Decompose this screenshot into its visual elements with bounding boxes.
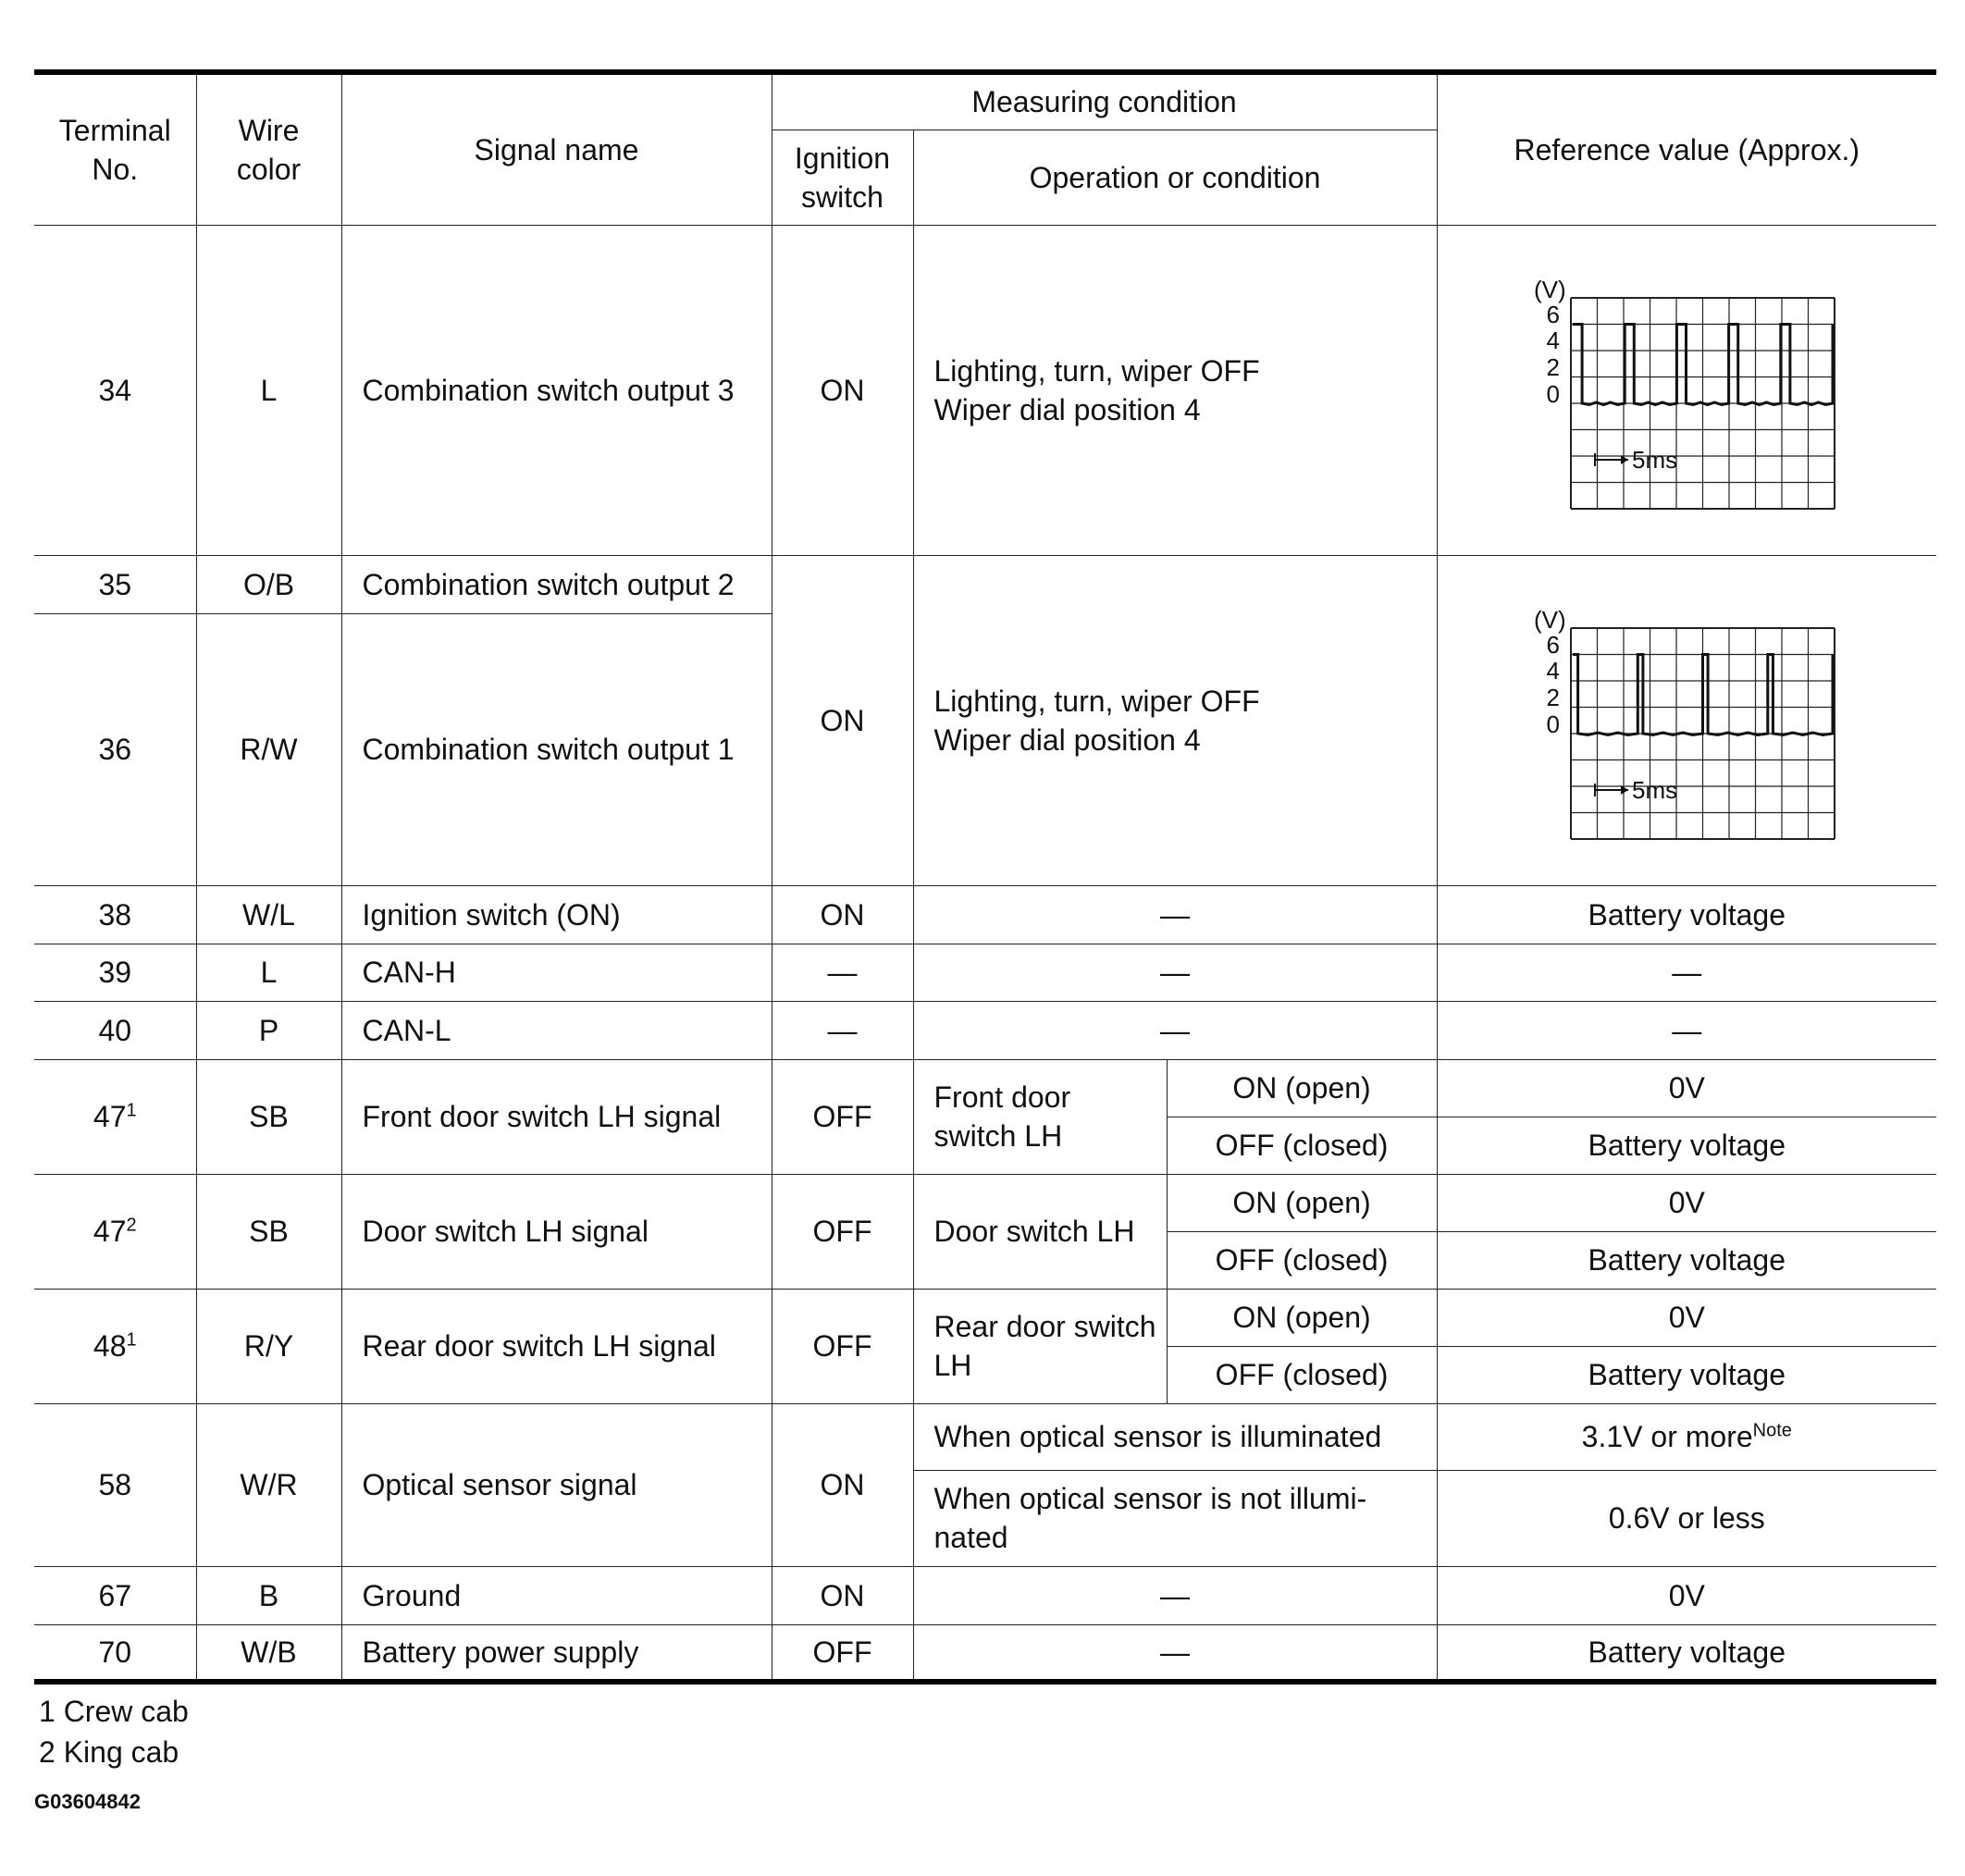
reference-value-cell: 0.6V or less [1437,1470,1936,1566]
waveform-unit-label: (V) [1534,275,1566,303]
reference-value-cell: — [1437,1001,1936,1059]
operation-cell: Rear door switch LH [913,1289,1167,1403]
wire-color-cell: R/Y [196,1289,341,1403]
terminal-cell: 58 [34,1403,196,1566]
reference-value-cell: 3.1V or more$^{Note}$ [1437,1403,1936,1470]
condition-cell: When optical sensor is not illumi-nated [913,1470,1437,1566]
waveform-trace [1573,654,1833,734]
condition-cell: — [913,885,1437,944]
reference-value-cell: — [1437,944,1936,1001]
signal-name-cell: Battery power supply [341,1624,772,1682]
terminal-cell: 38 [34,885,196,944]
table-row [34,1174,1936,1231]
signal-name-cell: Rear door switch LH signal [341,1289,772,1403]
reference-value-cell: 0V [1437,1174,1936,1231]
reference-value-cell: Battery voltage [1437,1231,1936,1289]
reference-value-cell: 0V [1437,1289,1936,1346]
ignition-cell: ON [772,1566,913,1624]
ignition-cell: — [772,1001,913,1059]
wire-color-cell: W/L [196,885,341,944]
ignition-cell: ON [772,885,913,944]
y-tick-label: 6 [1546,300,1561,328]
wire-color-cell: SB [196,1174,341,1289]
wire-color-cell: L [196,944,341,1001]
figure-id: G03604842 [34,1790,141,1813]
table-row [34,1624,1936,1682]
terminal-cell: 34 [34,225,196,555]
y-tick-label: 2 [1546,683,1561,711]
header-operation-or-condition: Operation or condition [913,130,1437,225]
note-marker: Note [1752,1420,1792,1441]
table-row [34,1289,1936,1346]
wire-color-cell: W/B [196,1624,341,1682]
signal-name-cell: Combination switch output 2 [341,555,772,613]
ignition-cell: — [772,944,913,1001]
signal-name-cell: Ignition switch (ON) [341,885,772,944]
y-tick-label: 4 [1546,656,1561,685]
table-row [34,1403,1936,1470]
signal-name-cell: CAN-L [341,1001,772,1059]
state-cell: OFF (closed) [1167,1117,1437,1174]
footnote-marker: 1 [126,1329,137,1351]
header-wire-color: Wire color [196,72,341,225]
waveform-chart [1525,605,1848,832]
reference-value-cell: Battery voltage [1437,1346,1936,1403]
state-cell: OFF (closed) [1167,1231,1437,1289]
terminal-cell: 35 [34,555,196,613]
signal-name-cell: CAN-H [341,944,772,1001]
terminal-cell: 36 [34,613,196,885]
state-cell: ON (open) [1167,1174,1437,1231]
reference-value-cell: Battery voltage [1437,885,1936,944]
terminal-cell: $47^1$ [34,1059,196,1174]
signal-name-cell: Door switch LH signal [341,1174,772,1289]
operation-cell: Front door switch LH [913,1059,1167,1174]
y-tick-label: 0 [1546,710,1561,738]
state-cell: ON (open) [1167,1059,1437,1117]
condition-cell: — [913,1001,1437,1059]
header-ignition-switch: Ignition switch [772,130,913,225]
ignition-cell: OFF [772,1624,913,1682]
reference-waveform-cell [1437,555,1936,885]
condition-line: Lighting, turn, wiper OFF [933,353,1260,388]
operation-cell: Door switch LH [913,1174,1167,1289]
ignition-cell: ON [772,555,913,885]
y-tick-label: 6 [1546,630,1561,659]
condition-line: Lighting, turn, wiper OFF [933,684,1260,718]
terminal-cell: 70 [34,1624,196,1682]
footnote-crew-cab: 1 Crew cab [39,1695,189,1728]
y-tick-label: 4 [1546,326,1561,354]
signal-name-cell: Optical sensor signal [341,1403,772,1566]
reference-value-cell: 0V [1437,1566,1936,1624]
wire-color-cell: SB [196,1059,341,1174]
condition-line: Wiper dial position 4 [933,722,1201,757]
ignition-cell: OFF [772,1174,913,1289]
terminal-cell: $48^1$ [34,1289,196,1403]
ignition-cell: OFF [772,1059,913,1174]
wire-color-cell: R/W [196,613,341,885]
terminal-cell: 39 [34,944,196,1001]
footnote-marker: 1 [126,1100,137,1121]
condition-cell: When optical sensor is illuminated [913,1403,1437,1470]
reference-waveform-cell [1437,225,1936,555]
wire-color-cell: W/R [196,1403,341,1566]
terminal-reference-table [34,69,1936,1685]
footnote-marker: 2 [126,1215,137,1236]
wire-color-cell: P [196,1001,341,1059]
condition-cell [913,555,1437,885]
wire-color-cell: O/B [196,555,341,613]
y-tick-label: 0 [1546,379,1561,408]
terminal-cell: 40 [34,1001,196,1059]
terminal-cell: $47^2$ [34,1174,196,1289]
condition-cell: — [913,944,1437,1001]
table-row [34,944,1936,1001]
wire-color-cell: B [196,1566,341,1624]
table-row [34,555,1936,613]
table-row [34,885,1936,944]
time-scale-label: 5ms [1632,775,1678,804]
footnote-king-cab: 2 King cab [39,1735,179,1769]
ignition-cell: OFF [772,1289,913,1403]
table-row [34,1566,1936,1624]
signal-name-cell: Combination switch output 3 [341,225,772,555]
header-signal-name: Signal name [341,72,772,225]
signal-name-cell: Combination switch output 1 [341,613,772,885]
condition-cell: — [913,1624,1437,1682]
ignition-cell: ON [772,225,913,555]
state-cell: ON (open) [1167,1289,1437,1346]
reference-value-cell: Battery voltage [1437,1117,1936,1174]
reference-value-cell: Battery voltage [1437,1624,1936,1682]
header-reference-value: Reference value (Approx.) [1437,72,1936,225]
ignition-cell: ON [772,1403,913,1566]
time-scale-label: 5ms [1632,445,1678,474]
condition-cell: — [913,1566,1437,1624]
signal-name-cell: Front door switch LH signal [341,1059,772,1174]
condition-cell [913,225,1437,555]
terminal-cell: 67 [34,1566,196,1624]
signal-name-cell: Ground [341,1566,772,1624]
table-row [34,225,1936,555]
condition-line: Wiper dial position 4 [933,392,1201,426]
header-terminal-no: Terminal No. [34,72,196,225]
waveform-unit-label: (V) [1534,605,1566,634]
y-tick-label: 2 [1546,352,1561,381]
header-measuring-condition: Measuring condition [772,72,1437,130]
state-cell: OFF (closed) [1167,1346,1437,1403]
reference-value-cell: 0V [1437,1059,1936,1117]
waveform-chart [1525,275,1848,501]
wire-color-cell: L [196,225,341,555]
table-row [34,1001,1936,1059]
table-row [34,1059,1936,1117]
